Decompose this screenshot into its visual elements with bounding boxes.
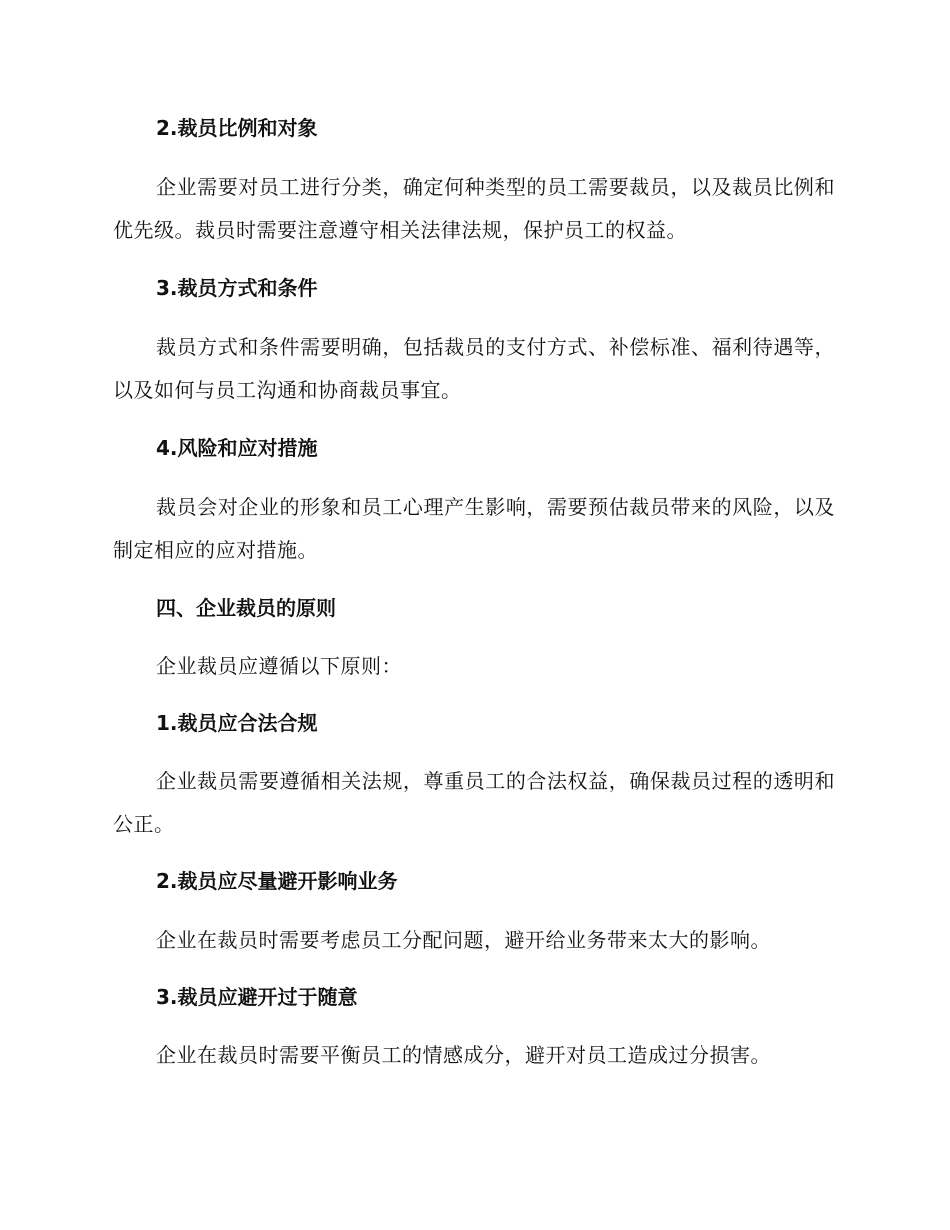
paragraph: 企业需要对员工进行分类，确定何种类型的员工需要裁员，以及裁员比例和优先级。裁员时需要注意遵守相关法律法规，保护员工的权益。 <box>113 175 835 242</box>
section-heading: 2.裁员比例和对象 <box>156 116 318 140</box>
section-heading: 4.风险和应对措施 <box>156 436 318 460</box>
section-heading: 1.裁员应合法合规 <box>156 711 318 735</box>
paragraph: 企业裁员需要遵循相关法规，尊重员工的合法权益，确保裁员过程的透明和公正。 <box>113 769 835 836</box>
section-heading: 3.裁员方式和条件 <box>156 276 318 300</box>
paragraph: 企业裁员应遵循以下原则： <box>156 654 402 678</box>
section-heading: 3.裁员应避开过于随意 <box>156 985 358 1009</box>
paragraph: 企业在裁员时需要平衡员工的情感成分，避开对员工造成过分损害。 <box>156 1043 771 1067</box>
chapter-heading: 四、企业裁员的原则 <box>156 596 336 620</box>
section-heading: 2.裁员应尽量避开影响业务 <box>156 869 398 893</box>
paragraph: 裁员会对企业的形象和员工心理产生影响，需要预估裁员带来的风险，以及制定相应的应对措施。 <box>113 495 835 562</box>
paragraph: 企业在裁员时需要考虑员工分配问题，避开给业务带来太大的影响。 <box>156 928 771 952</box>
paragraph: 裁员方式和条件需要明确，包括裁员的支付方式、补偿标准、福利待遇等，以及如何与员工沟通和协商裁员事宜。 <box>113 335 835 402</box>
